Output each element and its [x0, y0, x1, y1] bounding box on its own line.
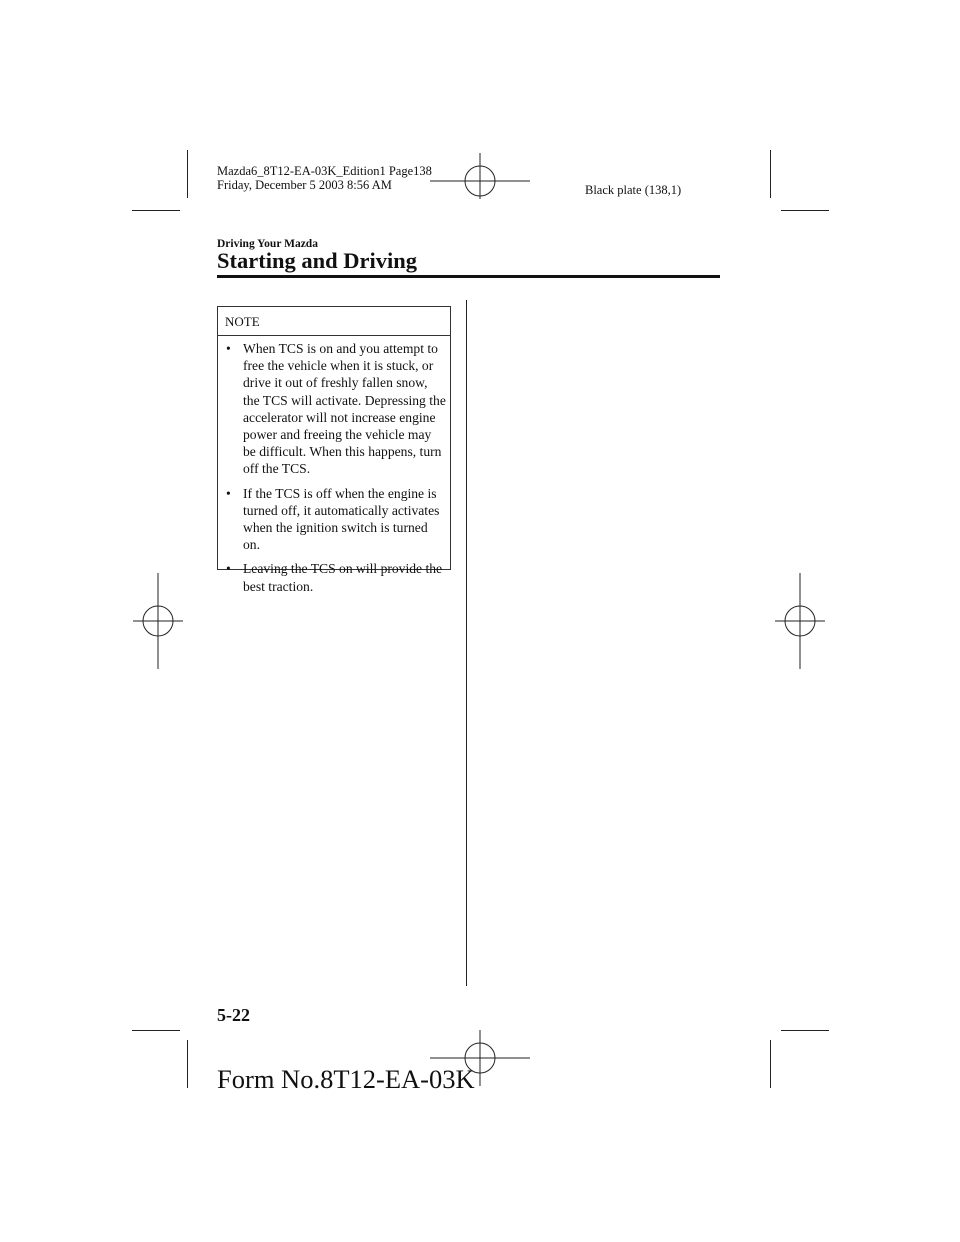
registration-mark-icon [430, 153, 530, 199]
print-info-line1: Mazda6_8T12-EA-03K_Edition1 Page138 [217, 164, 432, 178]
note-divider [218, 335, 450, 336]
registration-mark-icon [775, 573, 825, 669]
title-rule [217, 275, 720, 278]
note-item-text: When TCS is on and you attempt to free the vehicle when it is stuck, or drive it out of freshly fallen snow, the TCS will activate. Depressing the accelerator will not increase engine power and freeing the vehicle may be difficult. When this happens, turn off the TCS. [243, 341, 446, 477]
crop-mark-top-left-vertical [187, 150, 188, 198]
crop-mark-bottom-right-vertical [770, 1040, 771, 1088]
plate-info: Black plate (138,1) [585, 183, 682, 197]
bullet-icon: • [226, 485, 231, 501]
registration-mark-icon [133, 573, 183, 669]
page-number: 5-22 [217, 1005, 250, 1025]
page-title: Starting and Driving [217, 248, 418, 273]
crop-mark-bottom-right-horizontal [781, 1030, 829, 1031]
list-item [225, 340, 446, 478]
note-item-text: Leaving the TCS on will provide the best traction. [243, 561, 443, 594]
note-list [225, 340, 446, 602]
crop-mark-top-right-horizontal [781, 210, 829, 211]
crop-mark-bottom-left-vertical [187, 1040, 188, 1088]
crop-mark-bottom-left-horizontal [132, 1030, 180, 1031]
section-label: Driving Your Mazda [217, 238, 318, 250]
list-item [225, 485, 446, 554]
print-info [217, 164, 432, 192]
note-label: NOTE [225, 314, 260, 329]
crop-mark-top-left-horizontal [132, 210, 180, 211]
column-divider [466, 300, 467, 986]
bullet-icon: • [226, 561, 231, 577]
print-info-line2: Friday, December 5 2003 8:56 AM [217, 178, 392, 192]
note-box [217, 306, 451, 594]
form-number: Form No.8T12-EA-03K [217, 1064, 475, 1094]
list-item [225, 560, 446, 594]
crop-mark-top-right-vertical [770, 150, 771, 198]
note-item-text: If the TCS is off when the engine is turned off, it automatically activates when the ignition switch is turned on. [243, 485, 440, 553]
bullet-icon: • [226, 341, 231, 356]
